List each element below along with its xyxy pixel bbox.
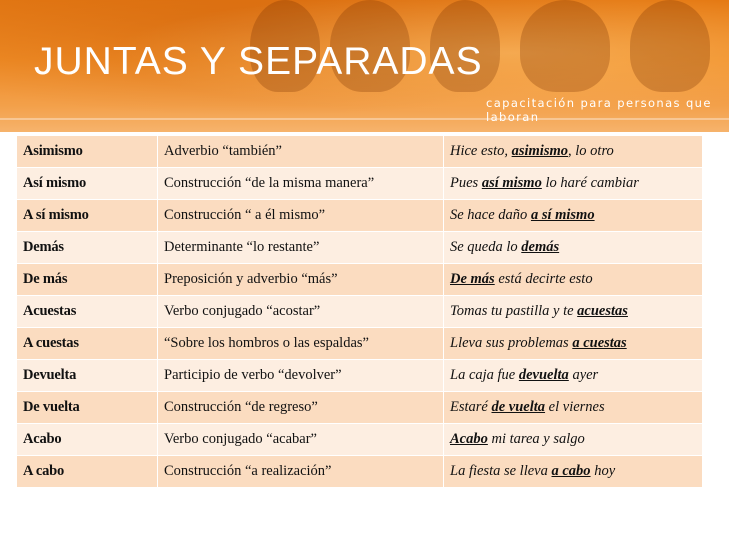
word-cell: Demás — [17, 232, 158, 264]
example-cell — [444, 456, 703, 488]
table-row — [17, 424, 703, 456]
meaning-cell: Verbo conjugado “acostar” — [158, 296, 444, 328]
example-key: devuelta — [518, 367, 569, 383]
table-row — [17, 360, 703, 392]
meaning-cell: Preposición y adverbio “más” — [158, 264, 444, 296]
header-banner — [0, 0, 729, 132]
table-row — [17, 136, 703, 168]
table-row — [17, 296, 703, 328]
meaning-cell: “Sobre los hombros o las espaldas” — [158, 328, 444, 360]
example-before: Se queda lo — [450, 239, 522, 255]
word-cell: De vuelta — [17, 392, 158, 424]
example-before: Estaré — [450, 399, 492, 415]
page-title: JUNTAS Y SEPARADAS — [34, 40, 483, 83]
word-cell: A cuestas — [17, 328, 158, 360]
example-key: demás — [521, 239, 560, 255]
example-before: Pues — [450, 175, 482, 191]
example-after: , lo otro — [568, 143, 614, 159]
example-key: a cabo — [551, 463, 591, 479]
table-row — [17, 456, 703, 488]
example-key: asimismo — [511, 143, 569, 159]
banner-tagline: capacitación para personas que laboran — [486, 96, 712, 124]
example-key: Acabo — [450, 431, 488, 447]
words-table — [16, 135, 703, 488]
example-key: así mismo — [481, 175, 542, 191]
example-cell — [444, 424, 703, 456]
table-row — [17, 168, 703, 200]
table-row — [17, 328, 703, 360]
table-row — [17, 200, 703, 232]
table-row — [17, 232, 703, 264]
word-cell: A cabo — [17, 456, 158, 488]
meaning-cell: Construcción “de la misma manera” — [158, 168, 444, 200]
example-key: De más — [450, 271, 495, 287]
meaning-cell: Verbo conjugado “acabar” — [158, 424, 444, 456]
meaning-cell: Adverbio “también” — [158, 136, 444, 168]
example-key: de vuelta — [491, 399, 546, 415]
table-row — [17, 392, 703, 424]
example-cell — [444, 136, 703, 168]
meaning-cell: Construcción “a realización” — [158, 456, 444, 488]
example-cell — [444, 360, 703, 392]
example-cell — [444, 168, 703, 200]
example-after: lo haré cambiar — [541, 175, 639, 191]
meaning-cell: Participio de verbo “devolver” — [158, 360, 444, 392]
word-cell: Así mismo — [17, 168, 158, 200]
example-before: La fiesta se lleva — [450, 463, 552, 479]
example-after: el viernes — [545, 399, 605, 415]
example-before: Tomas tu pastilla y te — [450, 303, 578, 319]
example-cell — [444, 328, 703, 360]
word-cell: Acabo — [17, 424, 158, 456]
word-cell: Asimismo — [17, 136, 158, 168]
banner-photo-figure — [520, 0, 610, 92]
example-after: está decirte esto — [494, 271, 593, 287]
example-cell — [444, 232, 703, 264]
example-before: Lleva sus problemas — [450, 335, 573, 351]
table-row — [17, 264, 703, 296]
example-after: ayer — [568, 367, 599, 383]
meaning-cell: Construcción “ a él mismo” — [158, 200, 444, 232]
example-cell — [444, 264, 703, 296]
example-before: Se hace daño — [450, 207, 531, 223]
word-cell: De más — [17, 264, 158, 296]
example-after: hoy — [590, 463, 616, 479]
example-cell — [444, 392, 703, 424]
example-after: mi tarea y salgo — [487, 431, 585, 447]
example-cell — [444, 200, 703, 232]
meaning-cell: Determinante “lo restante” — [158, 232, 444, 264]
word-cell: A sí mismo — [17, 200, 158, 232]
example-before: Hice esto, — [450, 143, 512, 159]
example-key: a cuestas — [572, 335, 627, 351]
word-cell: Devuelta — [17, 360, 158, 392]
example-before: La caja fue — [450, 367, 519, 383]
banner-photo-figure — [630, 0, 710, 92]
example-key: acuestas — [577, 303, 628, 319]
word-cell: Acuestas — [17, 296, 158, 328]
meaning-cell: Construcción “de regreso” — [158, 392, 444, 424]
example-cell — [444, 296, 703, 328]
example-key: a sí mismo — [530, 207, 595, 223]
